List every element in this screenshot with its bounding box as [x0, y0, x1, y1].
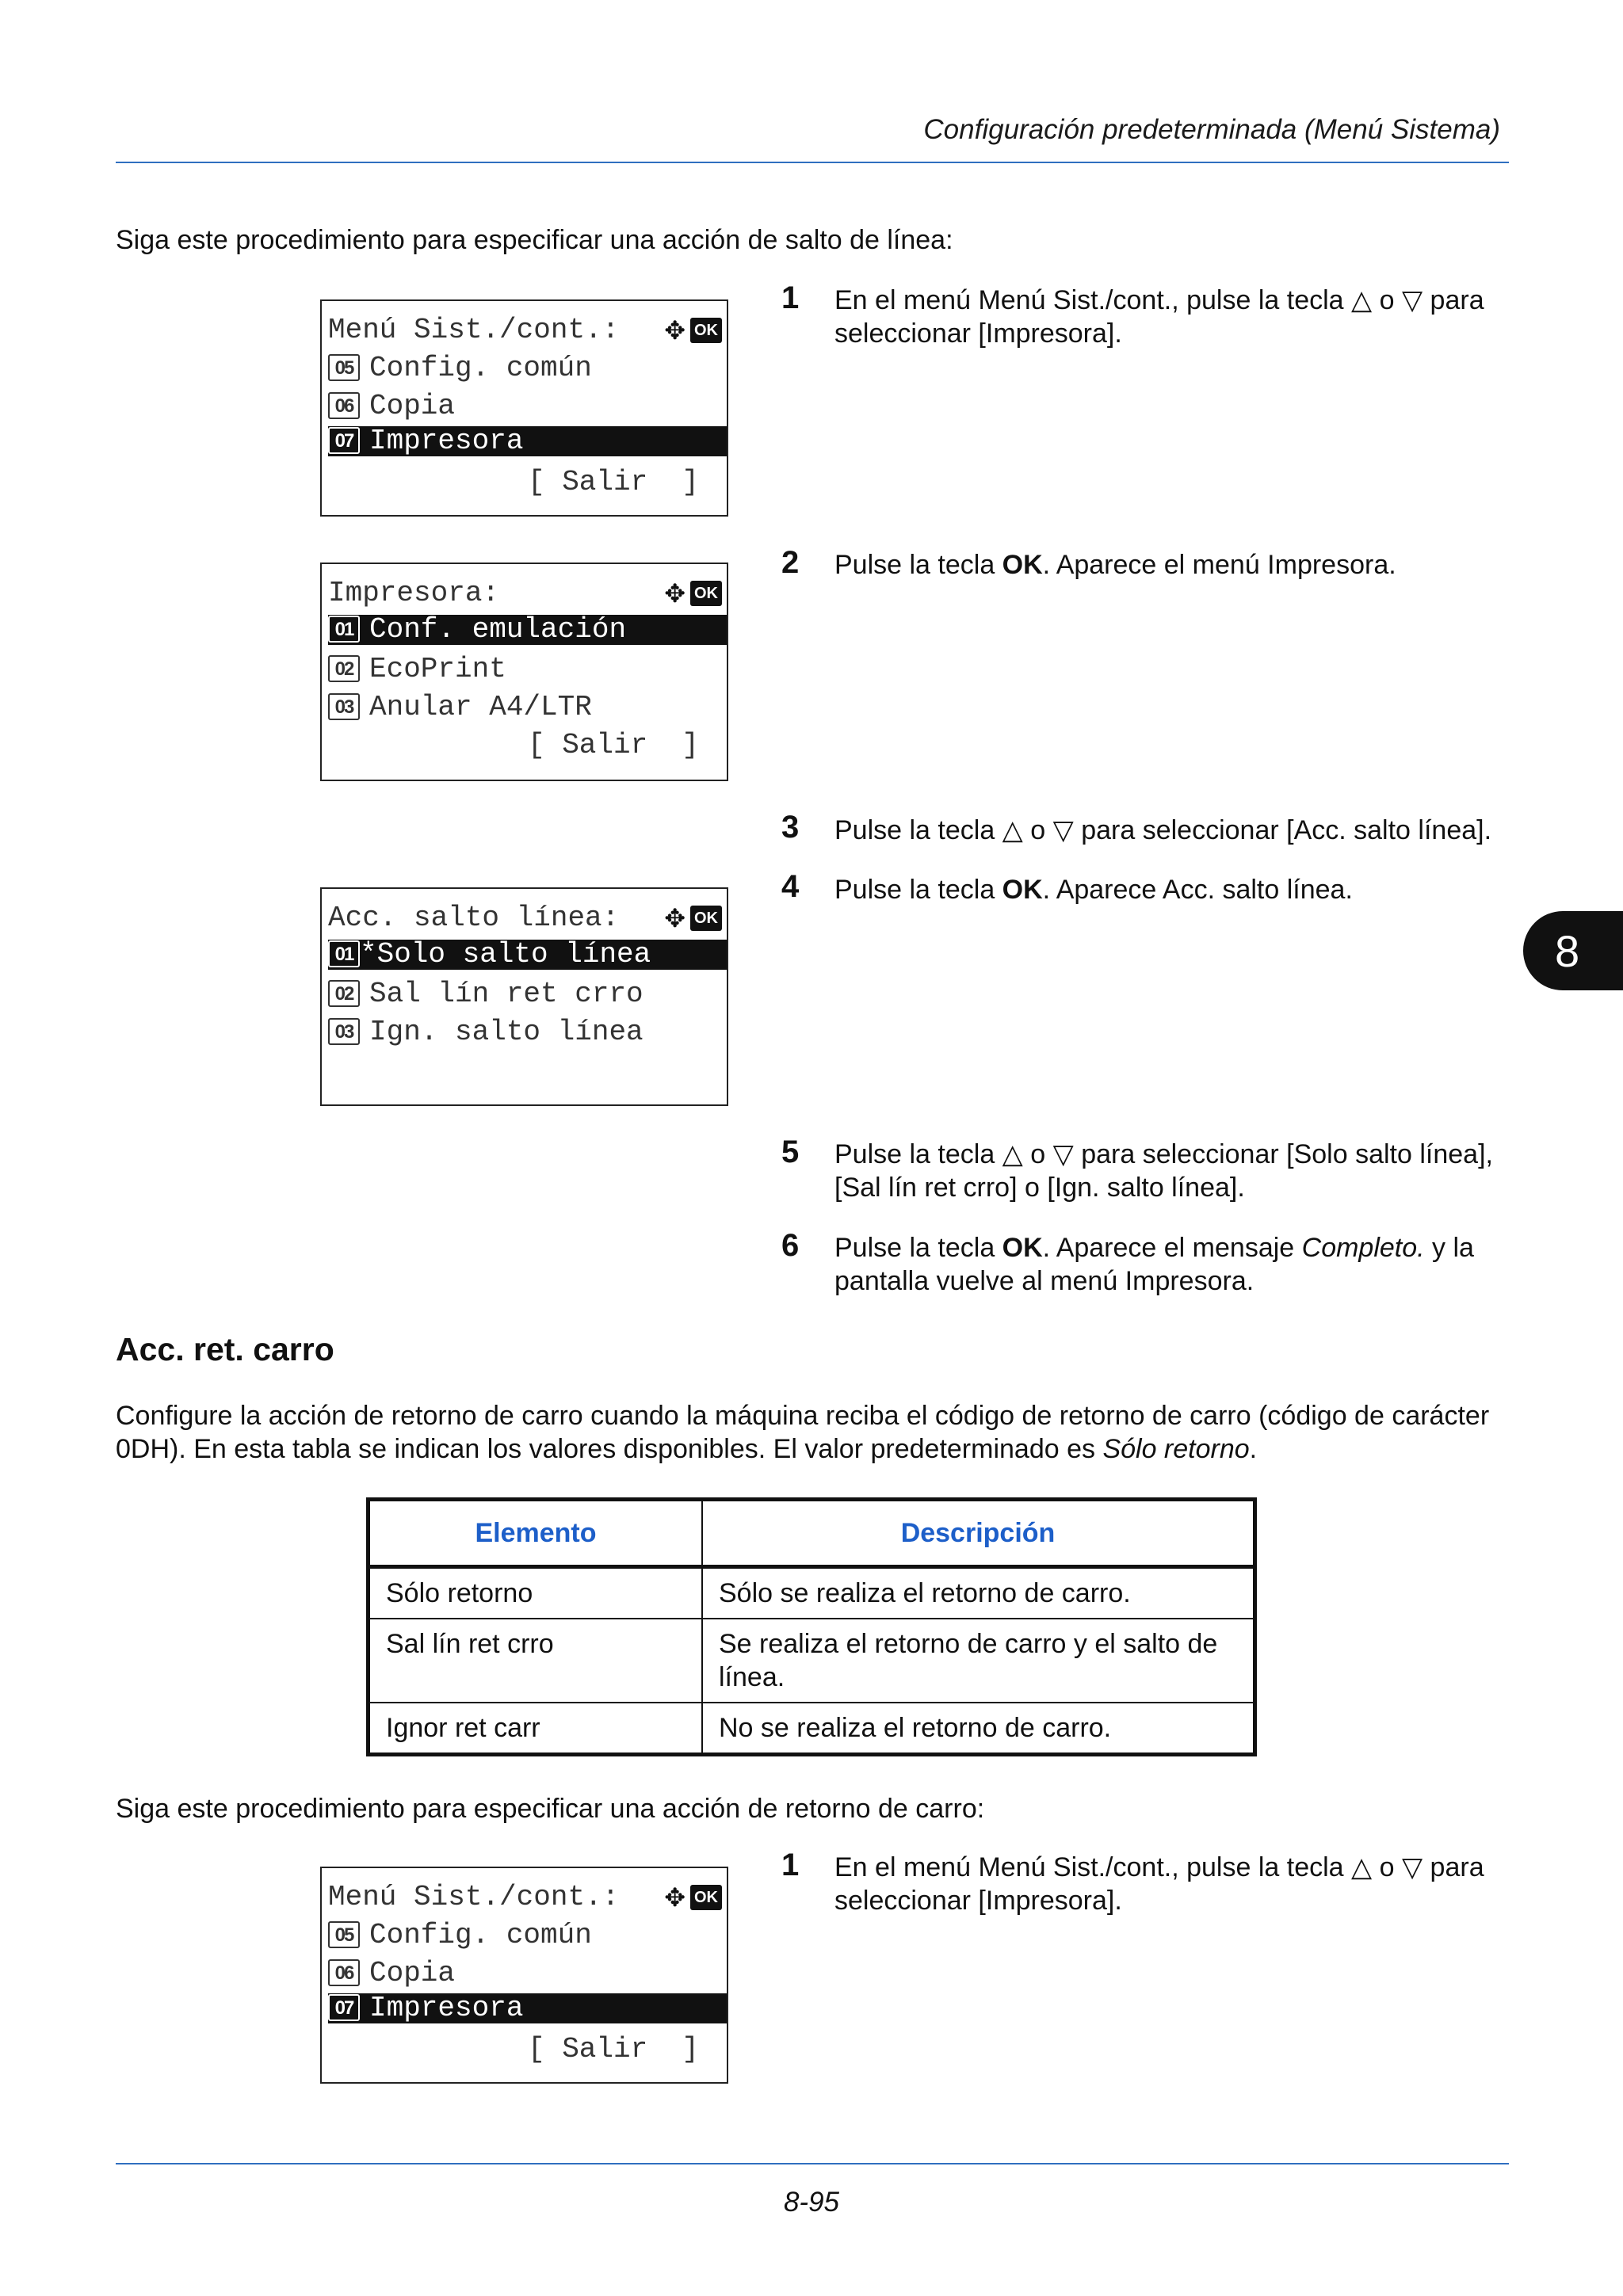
table-header: Elemento [369, 1500, 703, 1567]
lcd-title: Acc. salto línea: [328, 902, 620, 934]
table-cell: Sólo retorno [369, 1567, 703, 1619]
lcd-impresora [320, 563, 728, 781]
lcd-item-selected: 01 *Solo salto línea [328, 940, 727, 970]
table-cell: No se realiza el retorno de carro. [702, 1703, 1255, 1755]
step-text: Pulse la tecla OK. Aparece el mensaje Completo. y la pantalla vuelve al menú Impresora. [834, 1233, 1474, 1296]
table-row [369, 1567, 1255, 1619]
lcd-item-selected: 07 Impresora [328, 1993, 727, 2023]
lcd-exit: [ Salir ] [528, 2033, 700, 2065]
step-number: 4 [781, 869, 800, 904]
section-description: Configure la acción de retorno de carro cuando la máquina reciba el código de retorno de carro (código de carácter 0DH). En esta tabla se indican los valores disponibles. El valor predeterminado es Sólo retorno. [116, 1401, 1490, 1464]
lcd-item: 02 EcoPrint [328, 651, 727, 688]
lcd-menu-sistema [320, 299, 728, 517]
lcd-acc-salto-linea [320, 887, 728, 1106]
footer-rule [116, 2163, 1509, 2164]
four-way-arrow-icon: ✥ [664, 315, 685, 345]
lcd-nav-icons [664, 900, 722, 936]
step-number: 3 [781, 810, 800, 845]
lcd-item-selected: 01 Conf. emulación [328, 615, 727, 645]
four-way-arrow-icon: ✥ [664, 903, 685, 933]
step-text: En el menú Menú Sist./cont., pulse la tecla △ o ▽ para seleccionar [Impresora]. [834, 1852, 1484, 1916]
step-number: 2 [781, 545, 800, 580]
step-text: Pulse la tecla △ o ▽ para seleccionar [Acc. salto línea]. [834, 815, 1492, 845]
step-text: Pulse la tecla OK. Aparece Acc. salto línea. [834, 875, 1353, 905]
lcd-nav-icons [664, 312, 722, 349]
lcd-item: 06 Copia [328, 1955, 727, 1992]
lcd-title: Menú Sist./cont.: [328, 1881, 620, 1913]
table-cell: Se realiza el retorno de carro y el salto de línea. [702, 1619, 1255, 1703]
section-title: Acc. ret. carro [116, 1331, 334, 1367]
step-text: Pulse la tecla OK. Aparece el menú Impresora. [834, 550, 1396, 580]
header-rule [116, 162, 1509, 163]
lcd-item: 06 Copia [328, 388, 727, 425]
table-row [369, 1619, 1255, 1703]
lcd-menu-sistema-2 [320, 1867, 728, 2084]
table-cell: Sal lín ret crro [369, 1619, 703, 1703]
lcd-nav-icons [664, 575, 722, 612]
lcd-item: 02 Sal lín ret crro [328, 976, 727, 1013]
step-number: 5 [781, 1135, 800, 1169]
values-table [366, 1497, 1257, 1756]
table-header-row [369, 1500, 1255, 1567]
lcd-item: 03 Anular A4/LTR [328, 689, 727, 726]
four-way-arrow-icon: ✥ [664, 578, 685, 608]
ok-key-icon: OK [690, 581, 722, 606]
lcd-title: Menú Sist./cont.: [328, 314, 620, 346]
ok-key-icon: OK [690, 906, 722, 931]
ok-key-icon: OK [690, 318, 722, 343]
lcd-item: 03 Ign. salto línea [328, 1014, 727, 1051]
lcd-title: Impresora: [328, 577, 500, 609]
lcd-item: 05 Config. común [328, 1917, 727, 1954]
lcd-item: 05 Config. común [328, 350, 727, 387]
header-title: Configuración predeterminada (Menú Sistema) [923, 114, 1500, 145]
step-text: Pulse la tecla △ o ▽ para seleccionar [Solo salto línea], [Sal lín ret crro] o [Ign. salto línea]. [834, 1139, 1493, 1203]
table-header: Descripción [702, 1500, 1255, 1567]
step-number: 1 [781, 1848, 800, 1882]
lcd-exit: [ Salir ] [528, 729, 700, 761]
step-number: 6 [781, 1228, 800, 1263]
lcd-item-selected: 07 Impresora [328, 426, 727, 456]
table-cell: Ignor ret carr [369, 1703, 703, 1755]
ok-key-icon: OK [690, 1885, 722, 1910]
step-text: En el menú Menú Sist./cont., pulse la tecla △ o ▽ para seleccionar [Impresora]. [834, 285, 1484, 349]
step-number: 1 [781, 280, 800, 315]
four-way-arrow-icon: ✥ [664, 1882, 685, 1913]
table-row [369, 1703, 1255, 1755]
page-number: 8-95 [783, 2187, 840, 2218]
lcd-nav-icons [664, 1879, 722, 1916]
intro-carriage-return: Siga este procedimiento para especificar una acción de retorno de carro: [116, 1794, 985, 1824]
lcd-exit: [ Salir ] [528, 466, 700, 498]
chapter-tab: 8 [1523, 911, 1623, 990]
intro-line-feed: Siga este procedimiento para especificar una acción de salto de línea: [116, 225, 953, 255]
table-cell: Sólo se realiza el retorno de carro. [702, 1567, 1255, 1619]
